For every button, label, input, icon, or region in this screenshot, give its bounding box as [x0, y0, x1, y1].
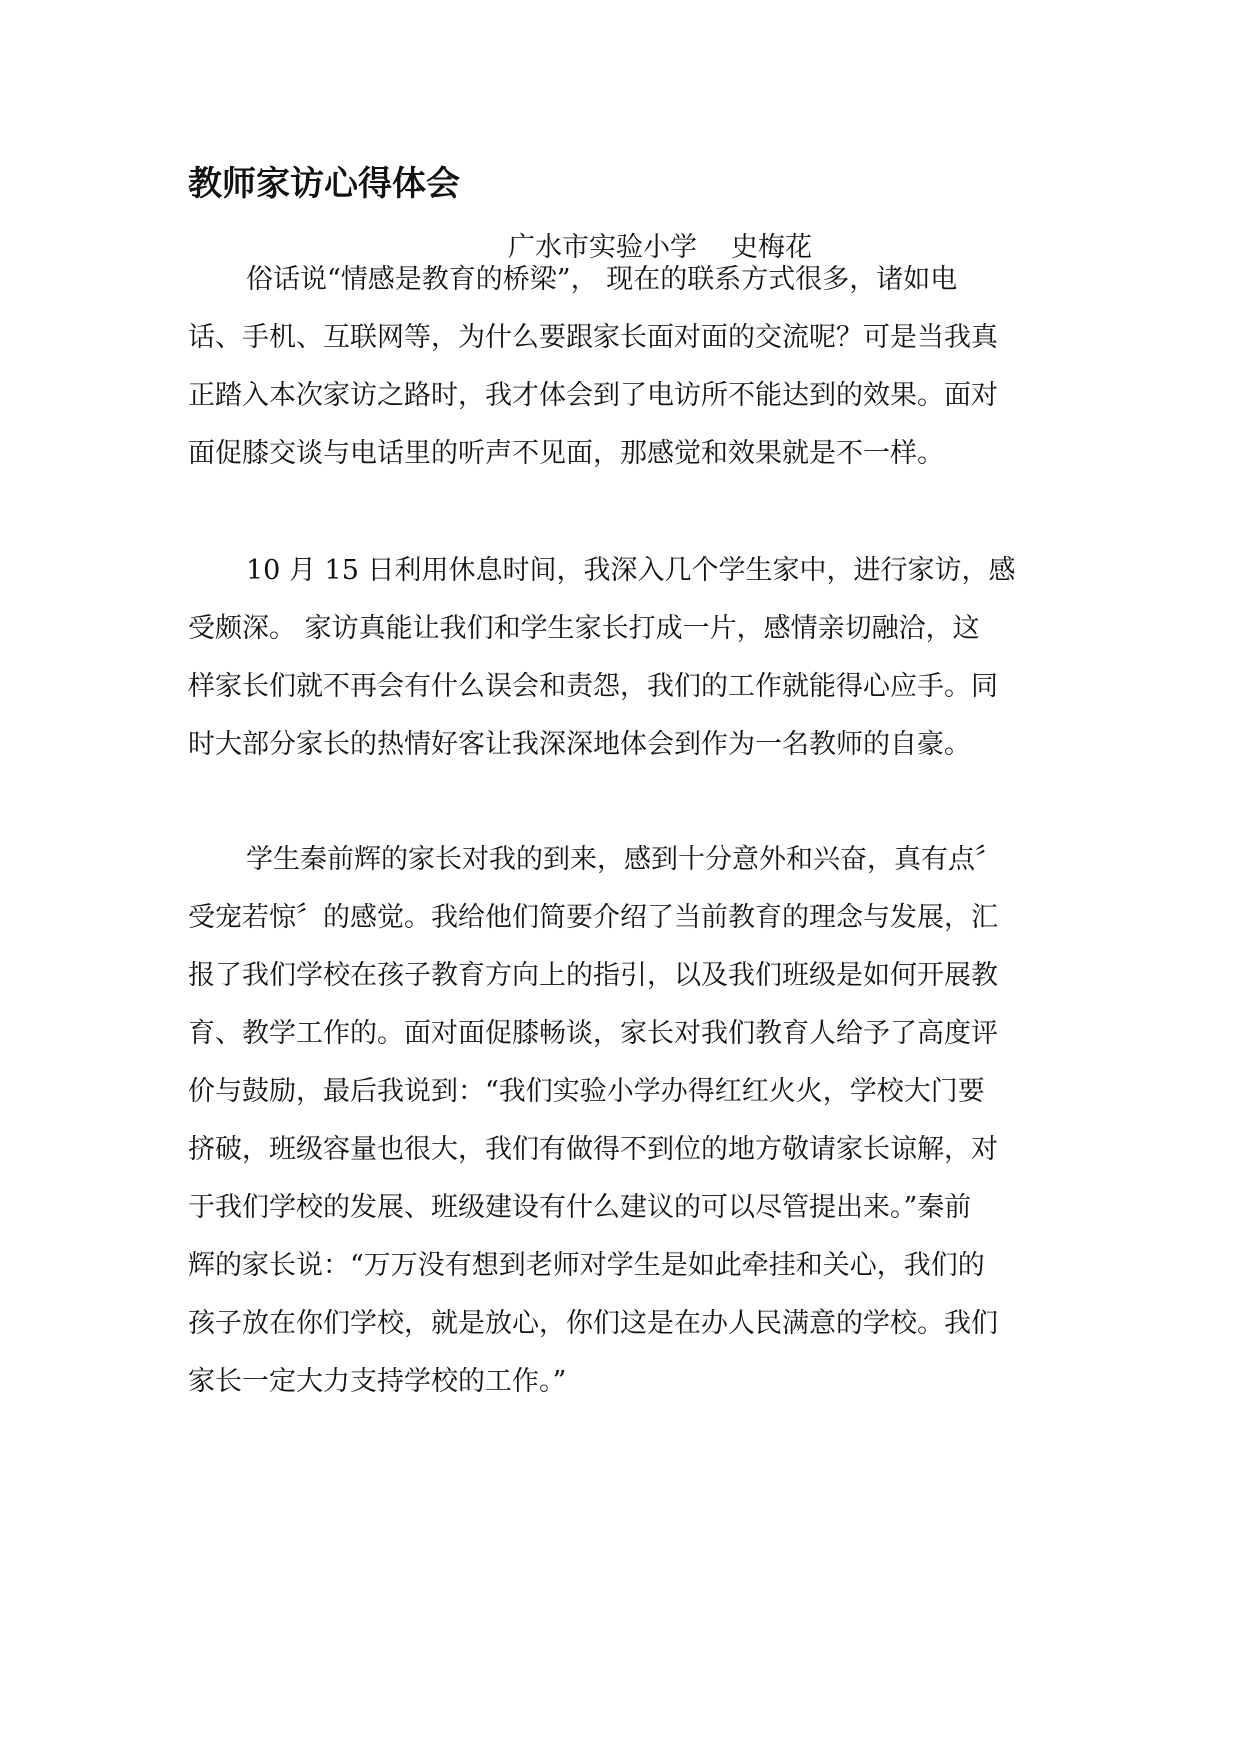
- paragraph-3-line-5: 价与鼓励，最后我说到：“我们实验小学办得红红火火，学校大门要: [188, 1076, 985, 1107]
- paragraph-3-line-7: 于我们学校的发展、班级建设有什么建议的可以尽管提出来。”秦前: [188, 1192, 972, 1223]
- author-school: 广水市实验小学: [508, 232, 697, 263]
- paragraph-1-line-2: 话、手机、互联网等，为什么要跟家长面对面的交流呢？可是当我真: [188, 322, 998, 353]
- paragraph-3-line-2: 受宠若惊〞的感觉。我给他们简要介绍了当前教育的理念与发展，汇: [188, 902, 998, 933]
- paragraph-1-line-3: 正踏入本次家访之路时，我才体会到了电访所不能达到的效果。面对: [188, 380, 998, 411]
- paragraph-3-line-10: 家长一定大力支持学校的工作。”: [188, 1366, 567, 1397]
- paragraph-1-line-1: 俗话说“情感是教育的桥梁”， 现在的联系方式很多，诸如电: [246, 264, 958, 295]
- document-title: 教师家访心得体会: [188, 164, 460, 204]
- paragraph-3-line-8: 辉的家长说：“万万没有想到老师对学生是如此牵挂和关心，我们的: [188, 1250, 985, 1281]
- paragraph-3-line-1: 学生秦前辉的家长对我的到来，感到十分意外和兴奋，真有点〞: [246, 844, 1002, 875]
- paragraph-2-line-4: 时大部分家长的热情好客让我深深地体会到作为一名教师的自豪。: [188, 729, 971, 760]
- paragraph-3-line-6: 挤破，班级容量也很大，我们有做得不到位的地方敬请家长谅解，对: [188, 1134, 998, 1165]
- paragraph-2-line-2: 受颇深。 家访真能让我们和学生家长打成一片，感情亲切融洽，这: [188, 613, 980, 644]
- paragraph-3-line-3: 报了我们学校在孩子教育方向上的指引，以及我们班级是如何开展教: [188, 960, 998, 991]
- author-name: 史梅花: [731, 232, 812, 263]
- paragraph-2-line-1: 10 月 15 日利用休息时间，我深入几个学生家中，进行家访，感: [246, 555, 1016, 586]
- paragraph-2-line-3: 样家长们就不再会有什么误会和责怨，我们的工作就能得心应手。同: [188, 671, 998, 702]
- paragraph-3-line-9: 孩子放在你们学校，就是放心，你们这是在办人民满意的学校。我们: [188, 1308, 998, 1339]
- paragraph-1-line-4: 面促膝交谈与电话里的听声不见面，那感觉和效果就是不一样。: [188, 438, 944, 469]
- paragraph-3-line-4: 育、教学工作的。面对面促膝畅谈，家长对我们教育人给予了高度评: [188, 1018, 998, 1049]
